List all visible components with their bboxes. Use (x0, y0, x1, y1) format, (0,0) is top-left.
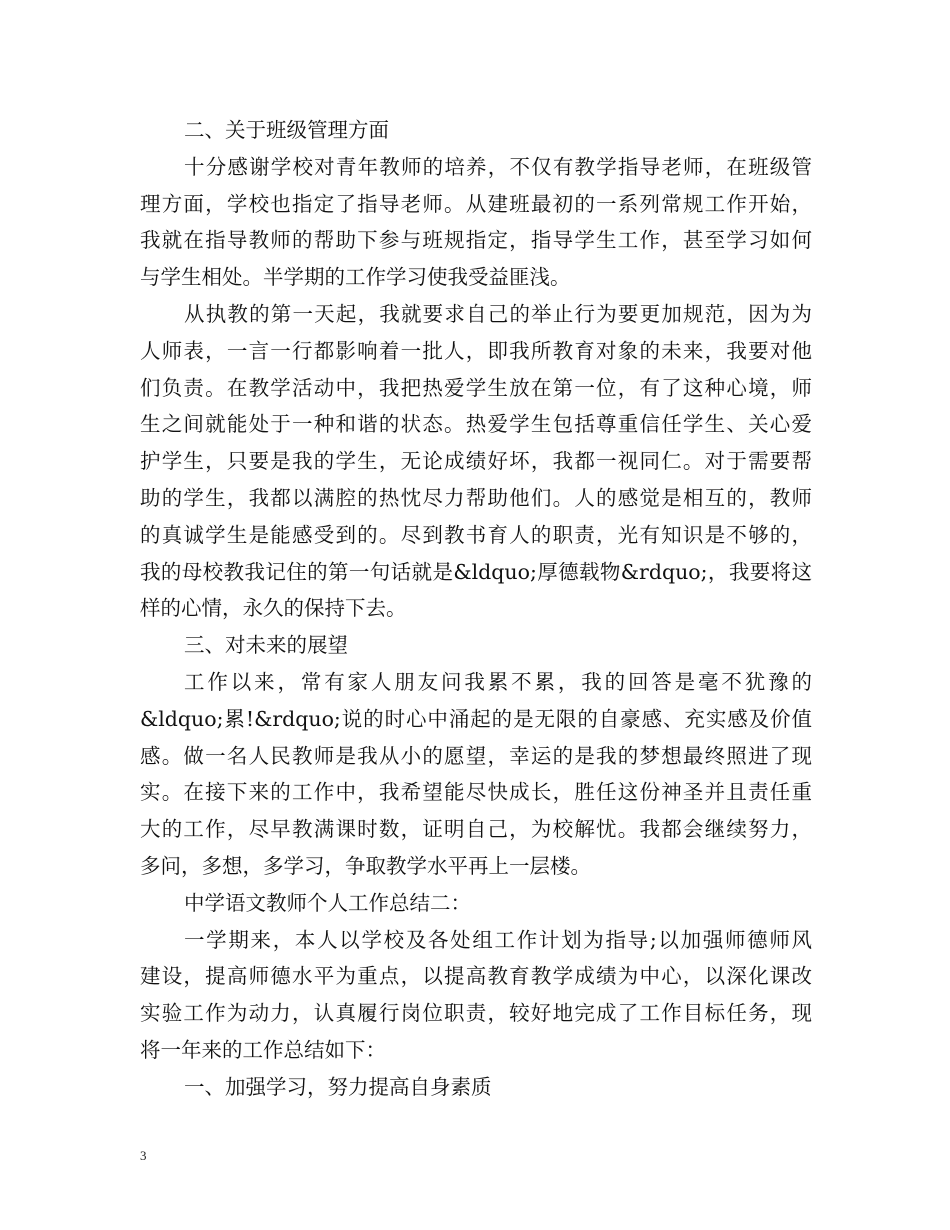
text-line: 建设，提高师德水平为重点，以提高教育教学成绩为中心，以深化课改 (140, 964, 812, 989)
text-line: 样的心情，永久的保持下去。 (140, 596, 407, 621)
document-body (140, 112, 812, 1106)
text-line: &ldquo;累!&rdquo;说的时心中涌起的是无限的自豪感、充实感及价值 (140, 706, 812, 731)
text-line: 助的学生，我都以满腔的热忱尽力帮助他们。人的感觉是相互的，教师 (140, 485, 812, 510)
text-line: 多问，多想，多学习，争取教学水平再上一层楼。 (140, 853, 591, 878)
text-line: 的真诚学生是能感受到的。尽到教书育人的职责，光有知识是不够的， (140, 522, 812, 547)
text-line: 将一年来的工作总结如下： (140, 1037, 386, 1062)
text-line: 三、对未来的展望 (184, 633, 348, 658)
text-line: 感。做一名人民教师是我从小的愿望，幸运的是我的梦想最终照进了现 (140, 743, 812, 768)
text-line: 护学生，只要是我的学生，无论成绩好坏，我都一视同仁。对于需要帮 (140, 449, 812, 474)
text-line: 我的母校教我记住的第一句话就是&ldquo;厚德载物&rdquo;，我要将这 (140, 559, 812, 584)
text-line: 与学生相处。半学期的工作学习使我受益匪浅。 (140, 265, 571, 290)
text-line: 一学期来，本人以学校及各处组工作计划为指导;以加强师德师风 (184, 927, 812, 952)
text-line: 中学语文教师个人工作总结二： (184, 890, 471, 915)
text-line: 一、加强学习，努力提高自身素质 (184, 1074, 492, 1099)
text-line: 十分感谢学校对青年教师的培养，不仅有教学指导老师，在班级管 (184, 154, 812, 179)
text-line: 们负责。在教学活动中，我把热爱学生放在第一位，有了这种心境，师 (140, 375, 812, 400)
text-line: 工作以来，常有家人朋友问我累不累，我的回答是毫不犹豫的 (184, 669, 812, 694)
text-line: 人师表，一言一行都影响着一批人，即我所教育对象的未来，我要对他 (140, 338, 812, 363)
text-line: 实。在接下来的工作中，我希望能尽快成长，胜任这份神圣并且责任重 (140, 780, 812, 805)
text-line: 实验工作为动力，认真履行岗位职责，较好地完成了工作目标任务，现 (140, 1001, 812, 1026)
page-number: 3 (140, 1148, 147, 1163)
text-line: 生之间就能处于一种和谐的状态。热爱学生包括尊重信任学生、关心爱 (140, 412, 812, 437)
text-line: 我就在指导教师的帮助下参与班规指定，指导学生工作，甚至学习如何 (140, 228, 812, 253)
text-line: 二、关于班级管理方面 (184, 118, 389, 142)
text-line: 理方面，学校也指定了指导老师。从建班最初的一系列常规工作开始， (140, 191, 812, 216)
text-line: 大的工作，尽早教满课时数，证明自己，为校解忧。我都会继续努力， (140, 817, 812, 842)
text-line: 从执教的第一天起，我就要求自己的举止行为要更加规范，因为为 (184, 301, 812, 326)
